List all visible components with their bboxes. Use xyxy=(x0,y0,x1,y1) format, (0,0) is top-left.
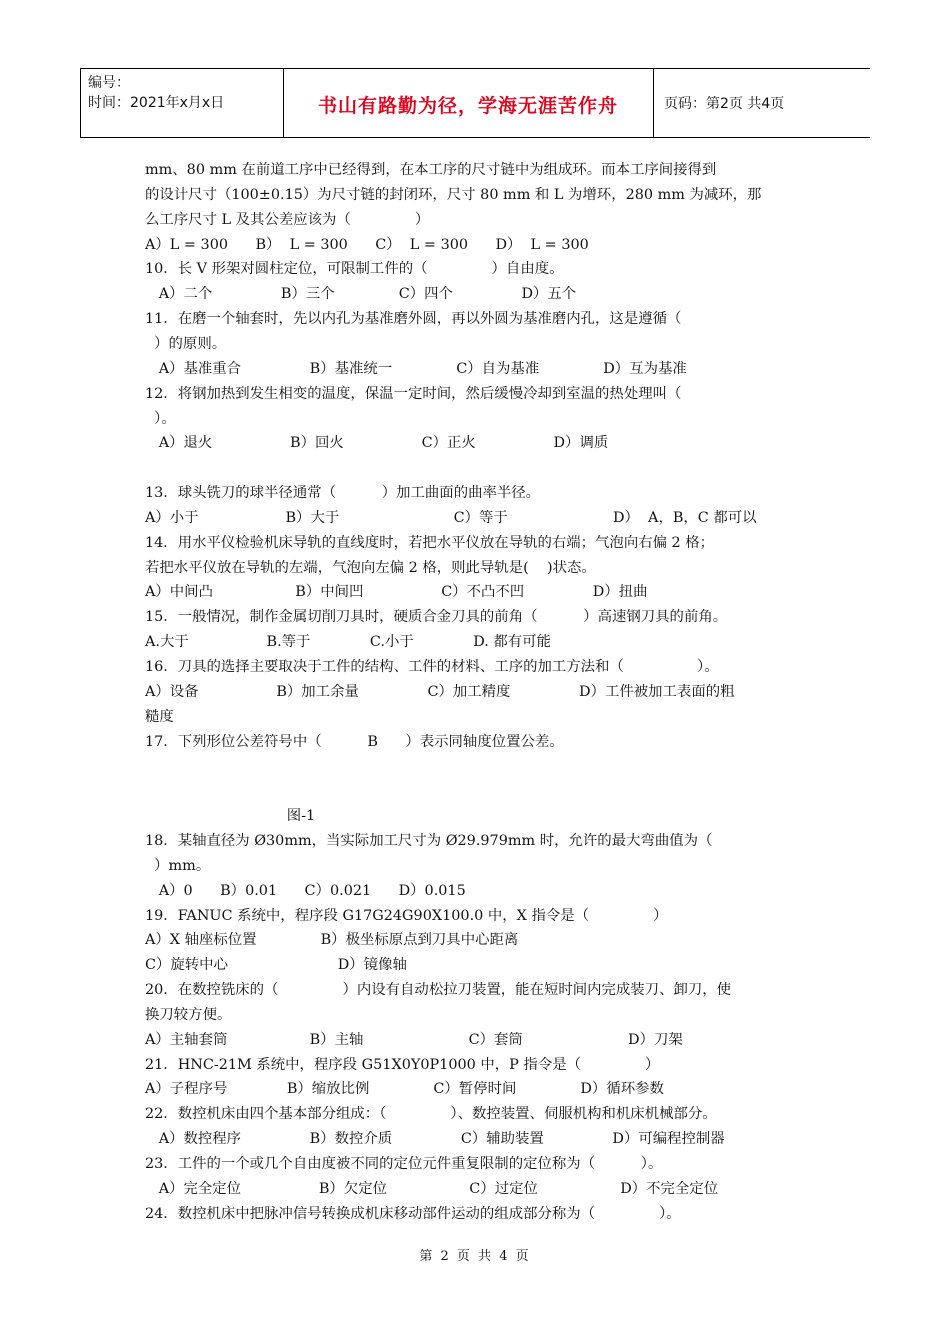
text-line: 若把水平仪放在导轨的左端，气泡向左偏 2 格，则此导轨是( )状态。 xyxy=(145,559,596,576)
text-line: C）旋转中心 D）镜像轴 xyxy=(145,957,407,974)
text-line: 10．长 V 形架对圆柱定位，可限制工件的（ ）自由度。 xyxy=(145,261,564,278)
text-line: A）主轴套筒 B）主轴 C）套筒 D）刀架 xyxy=(145,1031,683,1048)
text-line: 14．用水平仪检验机床导轨的直线度时，若把水平仪放在导轨的右端；气泡向右偏 2 格； xyxy=(145,534,715,551)
header-motto: 书山有路勤为径，学海无涯苦作舟 xyxy=(317,95,618,117)
text-line: A）X 轴座标位置 B）极坐标原点到刀具中心距离 xyxy=(145,932,519,949)
date-line: 时间：2021年x月x日 xyxy=(88,95,225,111)
text-line: mm、80 mm 在前道工序中已经得到，在本工序的尺寸链中为组成环。而本工序间接得到 xyxy=(145,162,717,178)
text-line: 么工序尺寸 L 及其公差应该为（ ） xyxy=(145,211,430,228)
header-divider-2 xyxy=(653,69,654,137)
text-line: A）基准重合 B）基准统一 C）自为基准 D）互为基准 xyxy=(145,360,687,377)
text-line: 19．FANUC 系统中，程序段 G17G24G90X100.0 中，X 指令是（ ） xyxy=(145,907,668,924)
text-line: 15．一般情况，制作金属切削刀具时，硬质合金刀具的前角（ ）高速钢刀具的前角。 xyxy=(145,609,728,626)
text-line: A）设备 B）加工余量 C）加工精度 D）工件被加工表面的粗 xyxy=(145,683,735,700)
header-meta xyxy=(88,73,224,113)
text-line: 17．下列形位公差符号中（ B ）表示同轴度位置公差。 xyxy=(145,733,564,750)
text-line: 的设计尺寸（100±0.15）为尺寸链的封闭环，尺寸 80 mm 和 L 为增环，280 mm 为减环，那 xyxy=(145,186,762,203)
text-line: ）mm。 xyxy=(145,857,211,874)
text-line: 24．数控机床中把脉冲信号转换成机床移动部件运动的组成部分称为（ ）。 xyxy=(145,1205,681,1222)
text-line: A）完全定位 B）欠定位 C）过定位 D）不完全定位 xyxy=(145,1180,719,1197)
text-line: ）的原则。 xyxy=(145,335,227,352)
text-line: A）中间凸 B）中间凹 C）不凸不凹 D）扭曲 xyxy=(145,584,648,601)
text-line: 23．工件的一个或几个自由度被不同的定位元件重复限制的定位称为（ ）。 xyxy=(145,1156,663,1172)
text-line: A）0 B）0.01 C）0.021 D）0.015 xyxy=(145,882,466,899)
text-line: ）。 xyxy=(145,410,176,427)
text-line: 11．在磨一个轴套时，先以内孔为基准磨外圆，再以外圆为基准磨内孔，这是遵循（ xyxy=(145,311,682,328)
text-line: A）数控程序 B）数控介质 C）辅助装置 D）可编程控制器 xyxy=(145,1131,725,1148)
text-line: 13．球头铣刀的球半径通常（ ）加工曲面的曲率半径。 xyxy=(145,485,541,502)
page-footer: 第 2 页 共 4 页 xyxy=(419,1249,531,1264)
text-line: 糙度 xyxy=(145,708,174,725)
text-line: 18．某轴直径为 Ø30mm，当实际加工尺寸为 Ø29.979mm 时，允许的最大弯曲值为（ xyxy=(145,832,713,849)
text-line: 换刀较方便。 xyxy=(145,1006,232,1023)
text-line: 20．在数控铣床的（ ）内设有自动松拉刀装置，能在短时间内完成装刀、卸刀，使 xyxy=(145,982,732,999)
number-label: 编号： xyxy=(88,75,130,91)
text-line: 21．HNC-21M 系统中，程序段 G51X0Y0P1000 中，P 指令是（ ） xyxy=(145,1056,660,1073)
text-line: 16．刀具的选择主要取决于工件的结构、工件的材料、工序的加工方法和（ ）。 xyxy=(145,659,719,675)
text-line: A）子程序号 B）缩放比例 C）暂停时间 D）循环参数 xyxy=(145,1081,664,1098)
header-page-info: 页码：第2页 共4页 xyxy=(664,96,785,112)
header-left-border xyxy=(80,69,81,137)
text-line: 图-1 xyxy=(145,808,316,825)
text-line: A）二个 B）三个 C）四个 D）五个 xyxy=(145,286,577,303)
page-header xyxy=(80,68,870,138)
text-line: A）小于 B）大于 C）等于 D） A，B，C 都可以 xyxy=(145,509,757,526)
text-line: 12．将钢加热到发生相变的温度，保温一定时间，然后缓慢冷却到室温的热处理叫（ xyxy=(145,385,682,402)
text-line: 22．数控机床由四个基本部分组成：（ ）、数控装置、伺服机构和机床机械部分。 xyxy=(145,1106,717,1123)
text-line: A）退火 B）回火 C）正火 D）调质 xyxy=(145,435,609,452)
text-line: A）L = 300 B） L = 300 C） L = 300 D） L = 300 xyxy=(145,236,589,253)
text-line: A.大于 B.等于 C.小于 D. 都有可能 xyxy=(145,634,551,651)
